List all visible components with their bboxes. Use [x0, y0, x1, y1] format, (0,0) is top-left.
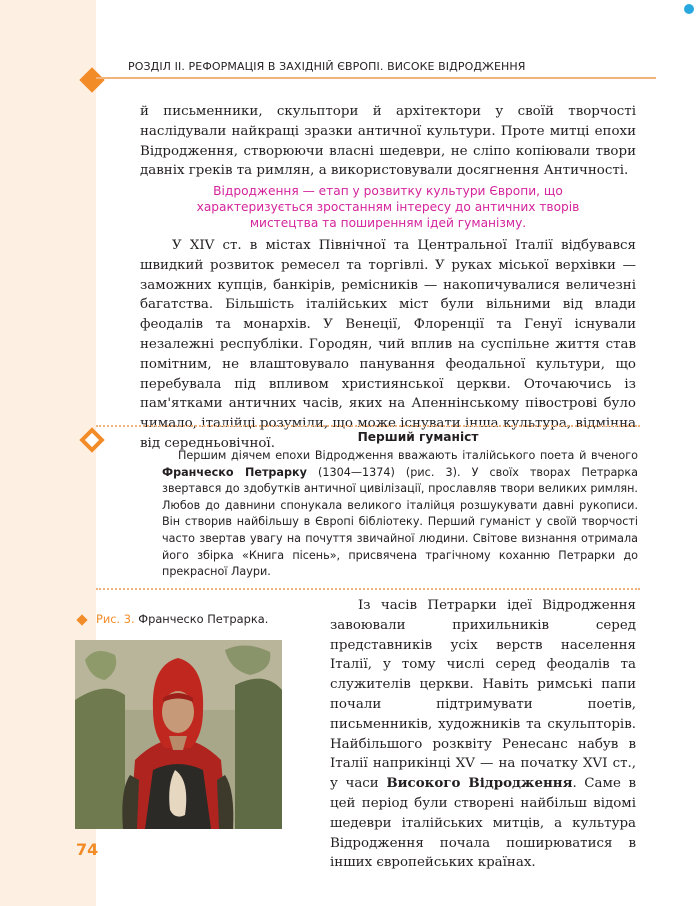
intro-paragraph: й письменники, скульптори й архітектори у своїй творчості наслідували найкращі зразки античної культури. Проте митці епохи Відродження, створюючи власні шедеври, не сліпо копіювали твори давніх греків та римлян, а використовували досягнення Античності.	[140, 104, 636, 179]
main-paragraph: У XIV ст. в містах Північної та Центральної Італії відбувався швидкий розвиток ремесел та торгівлі. У руках міської верхівки — заможних купців, банкірів, ремісників — накопичувалися величезні багатства. Більшість італійських міст були вільними від влади феодалів та монархів. У Венеції, Флоренції та Генуї існували незалежні республіки. Городян, чий вплив на суспільне життя став помітним, не влаштовувало панування феодальної культури, що перебувала під впливом християнської церкви. Оточаючись із пам'ятками античних часів, яких на Апеннінському півострові було чимало, італійці розуміли, що може існувати інша культура, відмінна від середньовічної.	[140, 238, 636, 451]
closing-bold-term: Високого Відродження	[386, 775, 573, 792]
sidebar-bold-name: Франческо Петрарку	[162, 465, 307, 479]
closing-text-end: . Саме в цей період були створені найбільш відомі шедеври італійських митців, а культура Відродження почала поширюватися в інших європейських країнах.	[330, 776, 636, 871]
header-rule	[96, 77, 656, 79]
publisher-logo-icon	[684, 4, 694, 14]
sidebar-text	[162, 448, 638, 581]
figure-number: Рис. 3.	[96, 612, 135, 626]
figure-caption-text: Франческо Петрарка.	[134, 612, 269, 626]
sidebar-bottom-border	[96, 588, 640, 590]
info-box-icon-inner	[85, 433, 99, 447]
closing-text-start: Із часів Петрарки ідеї Відродження завоювали прихильників серед представників усіх верств населення Італії, у тому числі серед феодалів та служителів церкви. Навіть римські папи почали підтримувати поетів, письменників, художників та скульпторів. Найбільшого розквіту Ренесанс набув в Італії наприкінці XV — на початку XVI ст., у часи	[330, 598, 636, 792]
closing-paragraph	[330, 596, 636, 873]
page-number: 74	[76, 840, 99, 859]
petrarch-portrait-image	[75, 640, 282, 829]
sidebar-title: Перший гуманіст	[357, 430, 479, 444]
figure-caption	[96, 612, 316, 626]
chapter-header: РОЗДІЛ ІІ. РЕФОРМАЦІЯ В ЗАХІДНІЙ ЄВРОПІ. ВИСОКЕ ВІДРОДЖЕННЯ	[128, 60, 526, 73]
sidebar-text-start: Першим діячем епохи Відродження вважають італійського поета й вченого	[178, 449, 638, 462]
sidebar-top-border	[96, 425, 640, 427]
sidebar-text-end: (1304—1374) (рис. 3). У своїх творах Петрарка звертався до здобутків античної цивілізації, прославляв твори великих римлян. Любов до давнини спонукала великого італійця розшукувати давні рукописи. Він створив найбільшу в Європі бібліотеку. Перший гуманіст у своїй творчості часто звертав увагу на почуття звичайної людини. Світове визнання отримала його збірка «Книга пісень», присвячена трагічному коханню Петрарки до прекрасної Лаури.	[162, 465, 639, 579]
definition-highlight: Відродження — етап у розвитку культури Європи, що характеризується зростанням інтересу до античних творів мистецтва та поширенням ідей гуманізму.	[196, 184, 580, 230]
